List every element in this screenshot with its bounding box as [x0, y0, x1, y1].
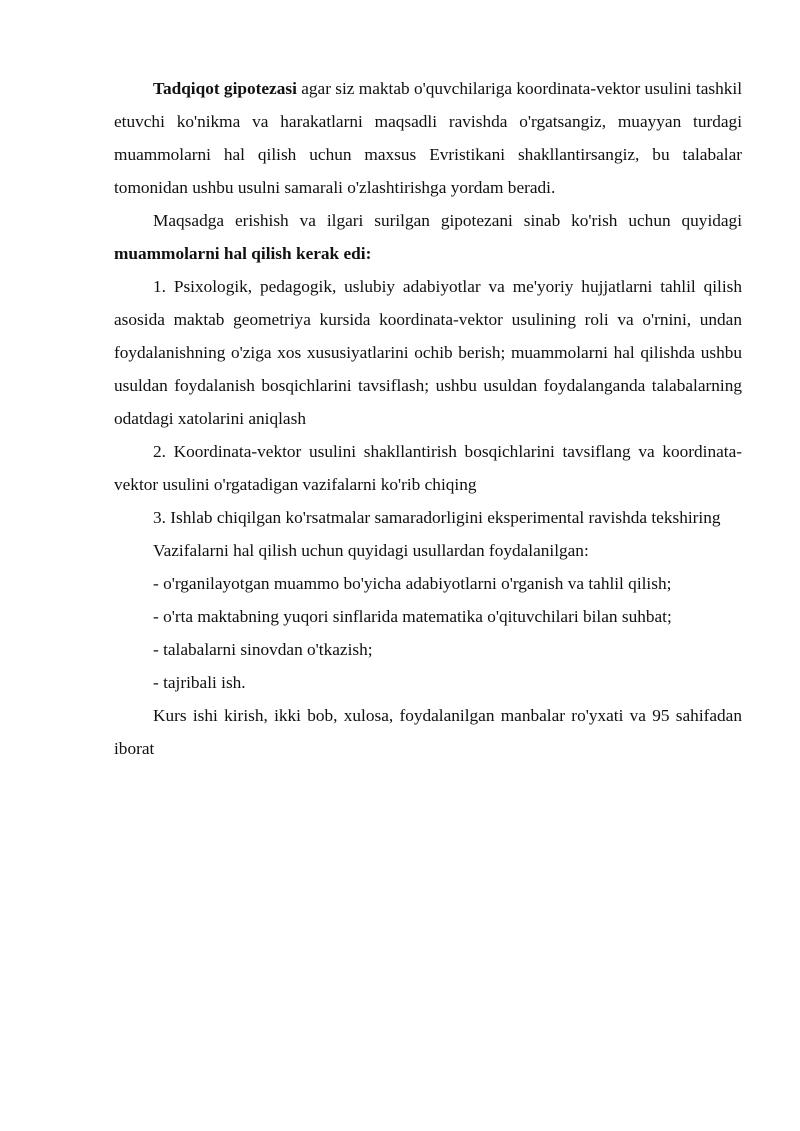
hypothesis-body: agar siz maktab o'quvchilariga koordinata-vektor usulini tashkil etuvchi ko'nikma va harakatlarni maqsadli ravishda o'rgatsangiz, muayyan turdagi muammolarni hal qilish uchun maxsus Evristikani shakllantirsangiz, bu talabalar tomonidan ushbu usulni samarali o'zlashtirishga yordam beradi.	[114, 79, 742, 197]
hypothesis-paragraph	[114, 72, 742, 204]
method-item-2: - o'rta maktabning yuqori sinflarida matematika o'qituvchilari bilan suhbat;	[153, 607, 672, 626]
task-item-2: 2. Koordinata-vektor usulini shakllantirish bosqichlarini tavsiflang va koordinata-vektor usulini o'rgatadigan vazifalarni ko'rib chiqing	[114, 442, 742, 494]
method-item-1: - o'rganilayotgan muammo bo'yicha adabiyotlarni o'rganish va tahlil qilish;	[153, 574, 672, 593]
method-item-4: - tajribali ish.	[153, 673, 246, 692]
goal-emphasis: muammolarni hal qilish kerak edi:	[114, 244, 372, 263]
goal-paragraph	[114, 204, 742, 270]
task-item-1: 1. Psixologik, pedagogik, uslubiy adabiyotlar va me'yoriy hujjatlarni tahlil qilish asosida maktab geometriya kursida koordinata-vektor usulining roli va o'rnini, undan foydalanishning o'ziga xos xususiyatlarini ochib berish; muammolarni hal qilishda ushbu usuldan foydalanish bosqichlarini tavsiflash; ushbu usuldan foydalanganda talabalarning odatdagi xatolarini aniqlash	[114, 277, 742, 428]
hypothesis-lead: Tadqiqot gipotezasi	[153, 79, 297, 98]
method-item-3: - talabalarni sinovdan o'tkazish;	[153, 640, 373, 659]
goal-body: Maqsadga erishish va ilgari surilgan gipotezani sinab ko'rish uchun quyidagi	[153, 211, 742, 230]
methods-intro: Vazifalarni hal qilish uchun quyidagi usullardan foydalanilgan:	[153, 541, 589, 560]
document-page	[114, 72, 742, 765]
task-item-3: 3. Ishlab chiqilgan ko'rsatmalar samaradorligini eksperimental ravishda tekshiring	[153, 508, 721, 527]
structure-paragraph: Kurs ishi kirish, ikki bob, xulosa, foydalanilgan manbalar ro'yxati va 95 sahifadan iborat	[114, 706, 742, 758]
